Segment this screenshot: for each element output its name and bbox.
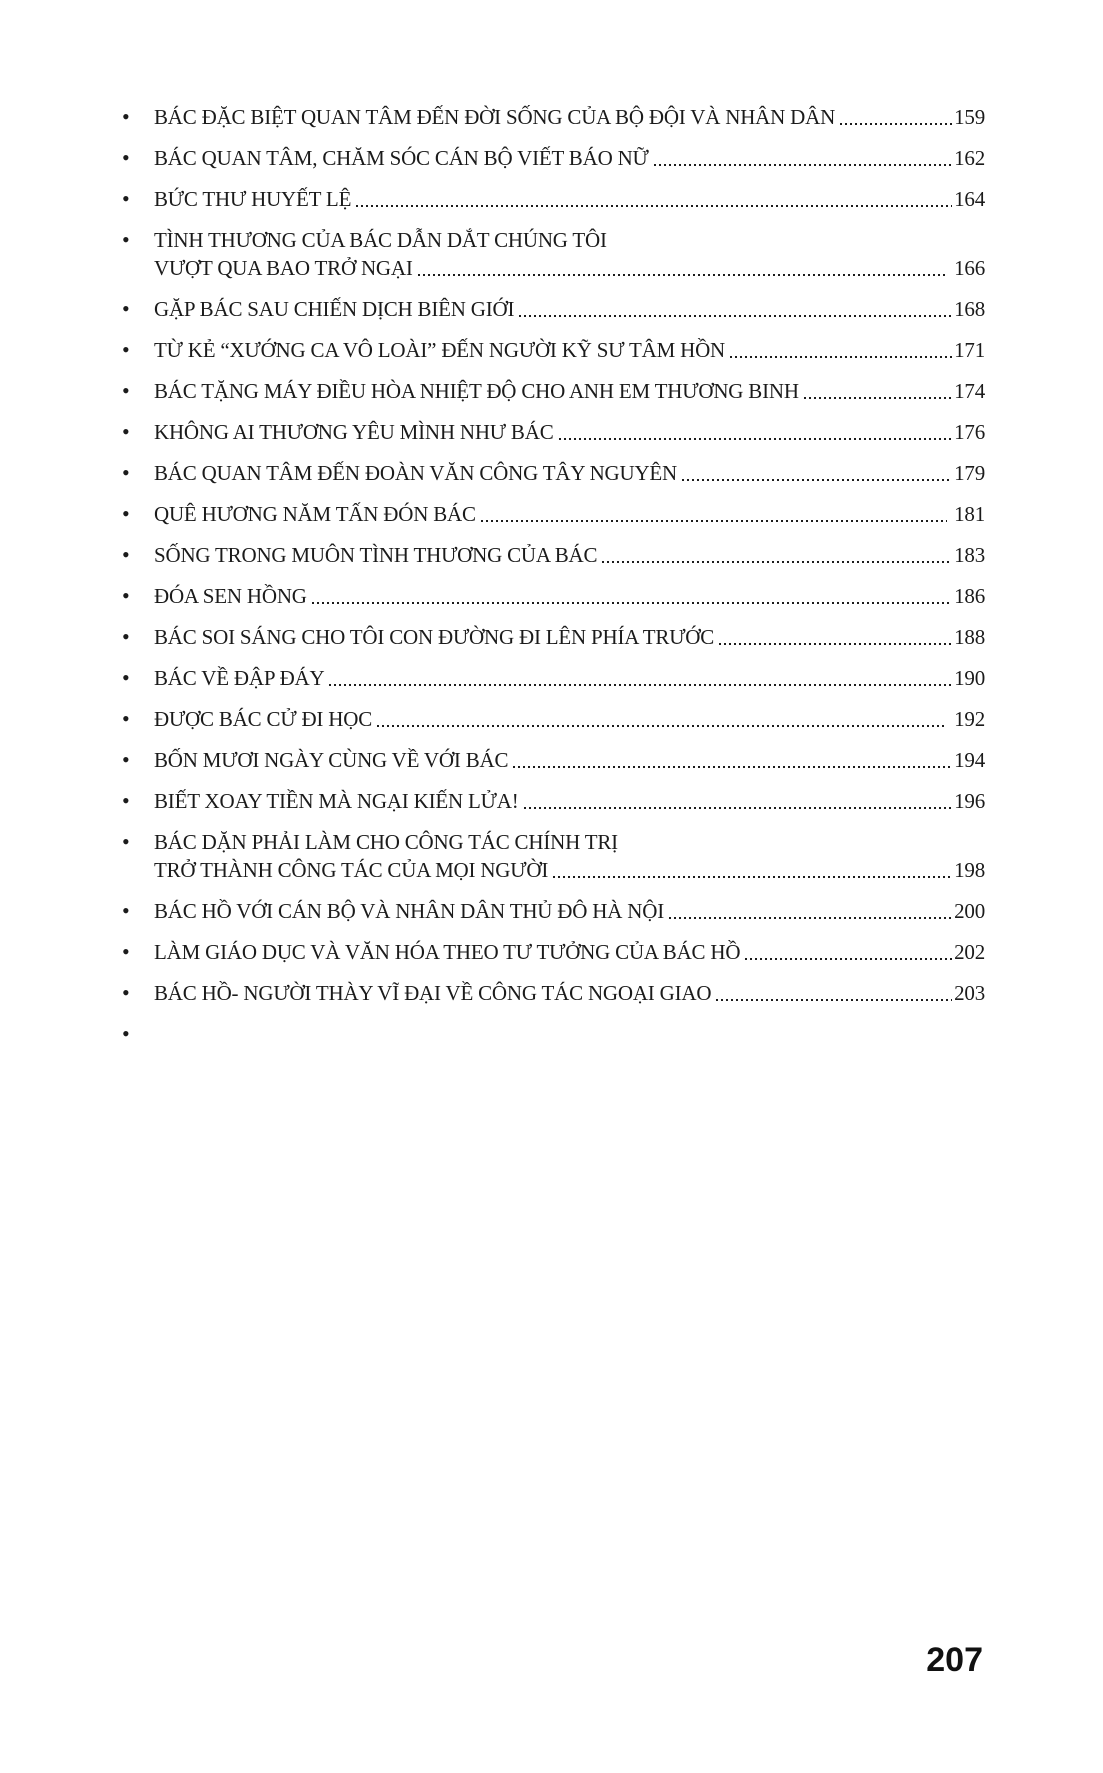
toc-entry-body: [154, 500, 985, 528]
toc-entry-body: [154, 979, 985, 1007]
toc-entry-title: BÁC SOI SÁNG CHO TÔI CON ĐƯỜNG ĐI LÊN PHÍA TRƯỚC: [154, 625, 715, 649]
toc-entry: [121, 1020, 985, 1048]
toc-entry-page-number: 181: [949, 502, 985, 526]
bullet-icon: •: [122, 829, 130, 854]
toc-entry: [121, 623, 985, 651]
toc-entry-body: [154, 541, 985, 569]
dot-leader: [372, 705, 949, 733]
toc-entry-title: BÁC HỒ VỚI CÁN BỘ VÀ NHÂN DÂN THỦ ĐÔ HÀ NỘI: [154, 899, 664, 923]
toc-entry: [121, 897, 985, 925]
dot-leader: [413, 254, 949, 282]
toc-entry-body: [154, 746, 985, 774]
dot-leader: [740, 938, 954, 966]
toc-entry-body: [154, 377, 985, 405]
toc-entry: [121, 541, 985, 569]
toc-entry-body: [154, 787, 985, 815]
bullet-icon: •: [122, 378, 130, 403]
bullet-icon: •: [122, 980, 130, 1005]
bullet-icon: •: [122, 706, 130, 731]
toc-entry-line: [154, 336, 985, 364]
toc-entry-body: [154, 418, 985, 446]
toc-entry-page-number: 162: [954, 146, 985, 170]
toc-entry-title: BIẾT XOAY TIỀN MÀ NGẠI KIẾN LỬA!: [154, 789, 519, 813]
toc-entry-body: [154, 103, 985, 131]
toc-entry-line: [154, 746, 985, 774]
toc-entry-page-number: 166: [949, 256, 985, 280]
toc-entry-line: [154, 418, 985, 446]
dot-leader: [649, 144, 954, 172]
dot-leader: [835, 103, 954, 131]
dot-leader: [799, 377, 954, 405]
toc-entry-body: [154, 664, 985, 692]
toc-entry: [121, 582, 985, 610]
toc-entry-body: [154, 828, 985, 884]
toc-entry-title: TỪ KẺ “XƯỚNG CA VÔ LOÀI” ĐẾN NGƯỜI KỸ SƯ TÂM HỒN: [154, 338, 726, 362]
dot-leader: [711, 979, 954, 1007]
toc-entry-line: [154, 185, 985, 213]
toc-entry: [121, 938, 985, 966]
dot-leader: [508, 746, 954, 774]
dot-leader: [664, 897, 954, 925]
toc-entry-body: [154, 582, 985, 610]
toc-entry-line: [154, 664, 985, 692]
toc-entry-title: BỐN MƯƠI NGÀY CÙNG VỀ VỚI BÁC: [154, 748, 509, 772]
bullet-icon: •: [122, 104, 130, 129]
bullet-icon: •: [122, 624, 130, 649]
toc-entry: [121, 459, 985, 487]
toc-entry-line: [154, 459, 985, 487]
toc-entry-title: SỐNG TRONG MUÔN TÌNH THƯƠNG CỦA BÁC: [154, 543, 598, 567]
toc-entry: [121, 787, 985, 815]
toc-entry-page-number: 174: [954, 379, 985, 403]
toc-entry-page-number: 190: [954, 666, 985, 690]
toc-entry: [121, 144, 985, 172]
dot-leader: [519, 787, 955, 815]
toc-entry-title: BÁC TẶNG MÁY ĐIỀU HÒA NHIỆT ĐỘ CHO ANH EM THƯƠNG BINH: [154, 379, 799, 403]
toc-entry-body: [154, 185, 985, 213]
toc-entry-line: [154, 828, 985, 856]
toc-entry-body: [154, 623, 985, 651]
toc-entry-line: [154, 226, 985, 254]
toc-entry-body: [154, 144, 985, 172]
bullet-icon: •: [122, 898, 130, 923]
toc-entry-line: [154, 897, 985, 925]
toc-entry-line: [154, 938, 985, 966]
toc-entry-body: [154, 336, 985, 364]
toc-entry-title: BÁC QUAN TÂM, CHĂM SÓC CÁN BỘ VIẾT BÁO NỮ: [154, 146, 649, 170]
toc-entry-body: [154, 897, 985, 925]
dot-leader: [351, 185, 954, 213]
toc-entry: [121, 418, 985, 446]
dot-leader: [714, 623, 954, 651]
bullet-icon: •: [122, 542, 130, 567]
toc-entry-line: [154, 582, 985, 610]
dot-leader: [597, 541, 954, 569]
toc-entry-title: BÁC VỀ ĐẬP ĐÁY: [154, 666, 325, 690]
bullet-icon: •: [122, 145, 130, 170]
toc-entry: [121, 828, 985, 884]
bullet-icon: •: [122, 337, 130, 362]
toc-entry: [121, 336, 985, 364]
toc-entry-page-number: 196: [954, 789, 985, 813]
toc-list: [121, 103, 985, 1061]
toc-entry-page-number: 171: [954, 338, 985, 362]
dot-leader: [476, 500, 949, 528]
toc-entry-title: GẶP BÁC SAU CHIẾN DỊCH BIÊN GIỚI: [154, 297, 515, 321]
bullet-icon: •: [122, 747, 130, 772]
toc-entry: [121, 295, 985, 323]
toc-entry-title: BÁC DẶN PHẢI LÀM CHO CÔNG TÁC CHÍNH TRỊ: [154, 830, 618, 854]
toc-entry-page-number: 198: [954, 858, 985, 882]
toc-entry: [121, 500, 985, 528]
toc-entry-page-number: 192: [949, 707, 985, 731]
toc-entry-line: [154, 144, 985, 172]
toc-entry-line: [154, 295, 985, 323]
bullet-icon: •: [122, 419, 130, 444]
toc-entry-page-number: 176: [954, 420, 985, 444]
toc-entry-title: VƯỢT QUA BAO TRỞ NGẠI: [154, 256, 413, 280]
toc-entry-title: TÌNH THƯƠNG CỦA BÁC DẪN DẮT CHÚNG TÔI: [154, 228, 607, 252]
toc-entry-page-number: 202: [954, 940, 985, 964]
toc-entry-page-number: 164: [954, 187, 985, 211]
toc-entry-line: [154, 623, 985, 651]
toc-entry: [121, 979, 985, 1007]
toc-entry-title: LÀM GIÁO DỤC VÀ VĂN HÓA THEO TƯ TƯỞNG CỦA BÁC HỒ: [154, 940, 741, 964]
toc-entry-title: BỨC THƯ HUYẾT LỆ: [154, 187, 352, 211]
toc-entry-page-number: 186: [954, 584, 985, 608]
toc-entry-line: [154, 103, 985, 131]
toc-entry-line: [154, 541, 985, 569]
dot-leader: [677, 459, 954, 487]
toc-entry-title: BÁC ĐẶC BIỆT QUAN TÂM ĐẾN ĐỜI SỐNG CỦA BỘ ĐỘI VÀ NHÂN DÂN: [154, 105, 836, 129]
toc-entry-title: BÁC HỒ- NGƯỜI THÀY VĨ ĐẠI VỀ CÔNG TÁC NGOẠI GIAO: [154, 981, 712, 1005]
bullet-icon: •: [122, 788, 130, 813]
dot-leader: [514, 295, 954, 323]
toc-entry-title: ĐÓA SEN HỒNG: [154, 584, 307, 608]
toc-entry-title: TRỞ THÀNH CÔNG TÁC CỦA MỌI NGƯỜI: [154, 858, 549, 882]
page-number: 207: [926, 1641, 983, 1679]
toc-entry: [121, 185, 985, 213]
toc-entry-title: KHÔNG AI THƯƠNG YÊU MÌNH NHƯ BÁC: [154, 420, 554, 444]
bullet-icon: •: [122, 186, 130, 211]
toc-entry-line: [154, 856, 985, 884]
bullet-icon: •: [122, 296, 130, 321]
toc-entry-body: [154, 705, 985, 733]
toc-entry-body: [154, 226, 985, 282]
bullet-icon: •: [122, 227, 130, 252]
toc-entry-page-number: 200: [954, 899, 985, 923]
toc-entry-line: [154, 500, 985, 528]
toc-entry-title: ĐƯỢC BÁC CỬ ĐI HỌC: [154, 707, 373, 731]
toc-entry-title: QUÊ HƯƠNG NĂM TẤN ĐÓN BÁC: [154, 502, 476, 526]
dot-leader: [307, 582, 954, 610]
bullet-icon: •: [122, 583, 130, 608]
toc-entry: [121, 746, 985, 774]
toc-entry: [121, 103, 985, 131]
toc-entry-page-number: 168: [954, 297, 985, 321]
toc-entry-body: [154, 938, 985, 966]
dot-leader: [548, 856, 954, 884]
toc-entry-page-number: 188: [954, 625, 985, 649]
dot-leader: [554, 418, 955, 446]
toc-entry-title: BÁC QUAN TÂM ĐẾN ĐOÀN VĂN CÔNG TÂY NGUYÊN: [154, 461, 678, 485]
toc-entry: [121, 377, 985, 405]
bullet-icon: •: [122, 1021, 130, 1046]
bullet-icon: •: [122, 501, 130, 526]
toc-entry-line: [154, 979, 985, 1007]
toc-entry-page-number: 194: [954, 748, 985, 772]
toc-entry-line: [154, 705, 985, 733]
dot-leader: [725, 336, 954, 364]
toc-entry-page-number: 159: [954, 105, 985, 129]
bullet-icon: •: [122, 939, 130, 964]
toc-entry-line: [154, 787, 985, 815]
toc-entry-page-number: 203: [954, 981, 985, 1005]
toc-entry: [121, 664, 985, 692]
toc-entry: [121, 226, 985, 282]
toc-entry-line: [154, 377, 985, 405]
toc-entry-body: [154, 459, 985, 487]
bullet-icon: •: [122, 460, 130, 485]
toc-entry-page-number: 179: [954, 461, 985, 485]
toc-entry-body: [154, 295, 985, 323]
bullet-icon: •: [122, 665, 130, 690]
toc-entry-line: [154, 254, 985, 282]
toc-entry: [121, 705, 985, 733]
dot-leader: [324, 664, 954, 692]
toc-entry-page-number: 183: [954, 543, 985, 567]
